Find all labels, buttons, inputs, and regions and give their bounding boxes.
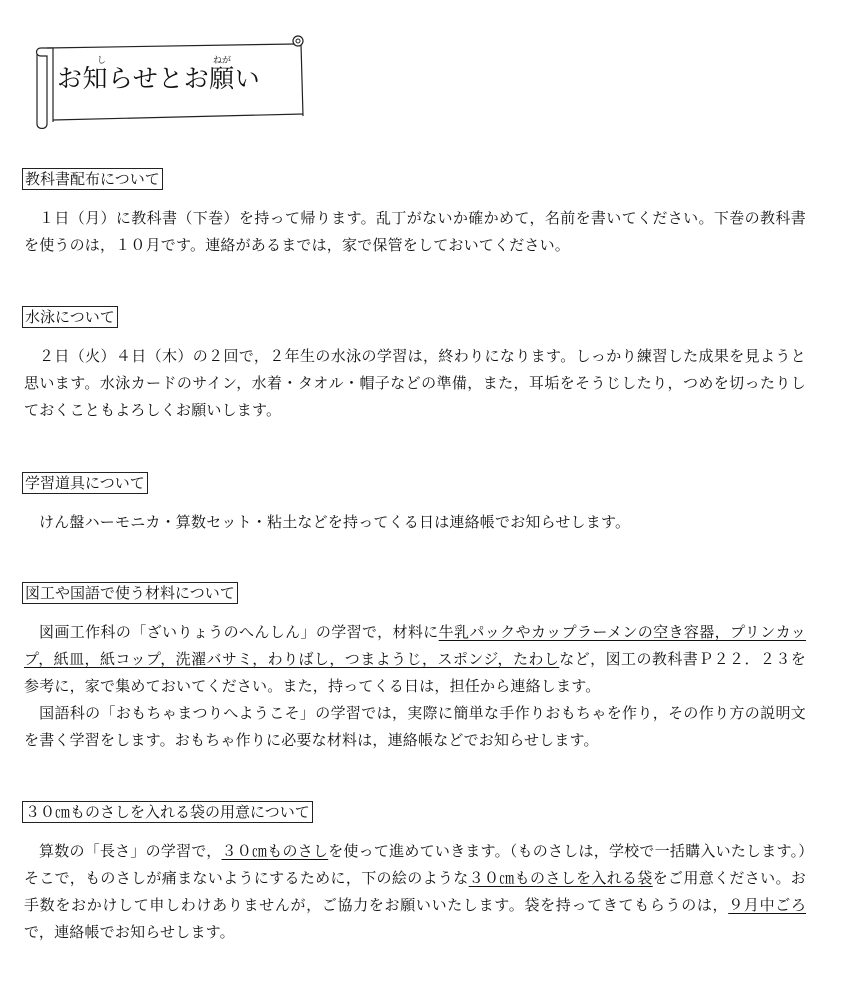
underlined-date: ９月中ごろ bbox=[728, 896, 806, 914]
page-title: お知らせとお願い bbox=[57, 64, 261, 93]
section-heading: ３０㎝ものさしを入れる袋の用意について bbox=[22, 801, 313, 823]
section-paragraph: けん盤ハーモニカ・算数セット・粘土などを持ってくる日は連絡帳でお知らせします。 bbox=[39, 513, 631, 531]
section-heading: 水泳について bbox=[22, 306, 118, 328]
section-heading: 図工や国語で使う材料について bbox=[22, 582, 238, 604]
section-heading: 学習道具について bbox=[22, 472, 148, 494]
underlined-materials-list: 牛乳パックやカップラーメンの空き容器，プリンカップ，紙皿，紙コップ，洗濯バサミ，わりばし，つまようじ，スポンジ，たわし bbox=[24, 623, 807, 668]
section-paragraph: ２日（火）４日（木）の２回で，２年生の水泳の学習は，終わりになります。しっかり練習した成果を見ようと思います。水泳カードのサイン，水着・タオル・帽子などの準備，また，耳垢をそうじしたり，つめを切ったりしておくこともよろしくお願いします。 bbox=[24, 347, 806, 419]
underlined-ruler-bag: ３０㎝ものさしを入れる袋 bbox=[468, 869, 653, 887]
title-ruby-nega: ねが bbox=[213, 56, 232, 66]
section-heading: 教科書配布について bbox=[22, 168, 163, 190]
title-scroll-banner bbox=[33, 34, 308, 129]
text-run: で，連絡帳でお知らせします。 bbox=[24, 923, 235, 941]
text-run: 国語科の「おもちゃまつりへようこそ」の学習では，実際に簡単な手作りおもちゃを作り，その作り方の説明文を書く学習をします。おもちゃ作りに必要な材料は，連絡帳などでお知らせします。 bbox=[24, 704, 806, 749]
section-paragraph bbox=[24, 838, 806, 946]
text-run: を使って進めていきます。（ものさしは，学校で一括購入いたします。）そこで，ものさしが痛まないようにするために，下の絵のような bbox=[24, 842, 806, 887]
text-run: 図画工作科の「ざいりょうのへんしん」の学習で，材料に bbox=[39, 623, 439, 641]
title-ruby-shi: し bbox=[97, 56, 107, 66]
section-paragraph bbox=[24, 619, 806, 754]
underlined-ruler: ３０㎝ものさし bbox=[221, 842, 329, 860]
text-run: 算数の「長さ」の学習で， bbox=[39, 842, 222, 860]
section-paragraph: １日（月）に教科書（下巻）を持って帰ります。乱丁がないか確かめて，名前を書いてください。下巻の教科書を使うのは，１０月です。連絡があるまでは，家で保管をしておいてください。 bbox=[24, 209, 806, 254]
text-run: など，図工の教科書Ｐ２２．２３を参考に，家で集めておいてください。また，持ってくる日は，担任から連絡します。 bbox=[24, 650, 806, 695]
text-run: をご用意ください。お手数をおかけして申しわけありませんが，ご協力をお願いいたします。袋を持ってきてもらうのは， bbox=[24, 869, 806, 914]
